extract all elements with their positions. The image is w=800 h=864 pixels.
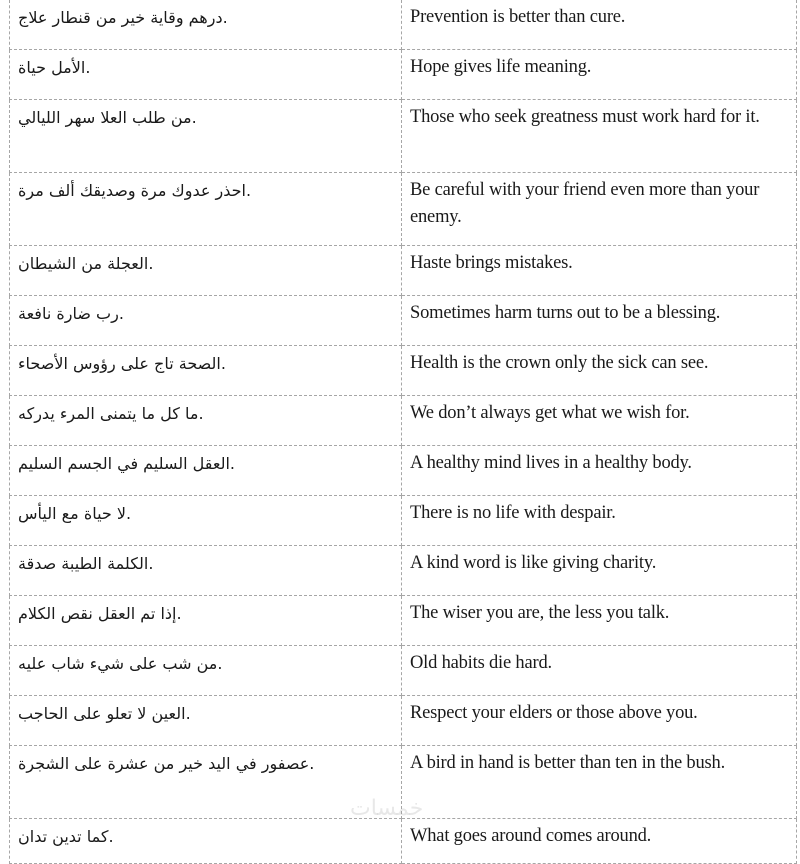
table-row	[10, 546, 797, 596]
arabic-proverb-text: كما تدين تدان.	[18, 827, 114, 846]
english-proverb-cell: Haste brings mistakes.	[402, 246, 797, 296]
table-row	[10, 446, 797, 496]
table-row	[10, 646, 797, 696]
arabic-proverb-cell	[10, 646, 402, 696]
table-row	[10, 100, 797, 173]
arabic-proverb-text: درهم وقاية خير من قنطار علاج.	[18, 8, 228, 27]
english-proverb-cell: Hope gives life meaning.	[402, 50, 797, 100]
table-row	[10, 819, 797, 864]
english-proverb-cell: The wiser you are, the less you talk.	[402, 596, 797, 646]
arabic-proverb-cell	[10, 696, 402, 746]
english-proverb-cell: A bird in hand is better than ten in the bush.	[402, 746, 797, 819]
arabic-proverb-cell	[10, 596, 402, 646]
table-row	[10, 746, 797, 819]
english-proverb-cell: Those who seek greatness must work hard for it.	[402, 100, 797, 173]
arabic-proverb-cell	[10, 446, 402, 496]
english-proverb-cell: Sometimes harm turns out to be a blessing.	[402, 296, 797, 346]
table-row	[10, 0, 797, 50]
arabic-proverb-text: إذا تم العقل نقص الكلام.	[18, 604, 182, 623]
arabic-proverb-cell	[10, 100, 402, 173]
english-proverb-cell: Be careful with your friend even more than your enemy.	[402, 173, 797, 246]
arabic-proverb-cell	[10, 50, 402, 100]
table-row	[10, 596, 797, 646]
english-proverb-cell: A kind word is like giving charity.	[402, 546, 797, 596]
table-row	[10, 496, 797, 546]
english-proverb-cell: A healthy mind lives in a healthy body.	[402, 446, 797, 496]
arabic-proverb-text: الأمل حياة.	[18, 58, 91, 77]
arabic-proverb-text: من طلب العلا سهر الليالي.	[18, 108, 197, 127]
arabic-proverb-text: ما كل ما يتمنى المرء يدركه.	[18, 404, 204, 423]
arabic-proverb-cell	[10, 746, 402, 819]
table-row	[10, 296, 797, 346]
arabic-proverb-text: لا حياة مع اليأس.	[18, 504, 132, 523]
arabic-proverb-text: من شب على شيء شاب عليه.	[18, 654, 223, 673]
arabic-proverb-text: عصفور في اليد خير من عشرة على الشجرة.	[18, 754, 315, 773]
table-row	[10, 173, 797, 246]
english-proverb-cell: Health is the crown only the sick can see.	[402, 346, 797, 396]
arabic-proverb-text: العقل السليم في الجسم السليم.	[18, 454, 235, 473]
arabic-proverb-cell	[10, 296, 402, 346]
arabic-proverb-cell	[10, 0, 402, 50]
arabic-proverb-cell	[10, 496, 402, 546]
english-proverb-cell: We don’t always get what we wish for.	[402, 396, 797, 446]
watermark: خمسات	[350, 796, 424, 821]
english-proverb-cell: Prevention is better than cure.	[402, 0, 797, 50]
table-row	[10, 50, 797, 100]
english-proverb-cell: Respect your elders or those above you.	[402, 696, 797, 746]
arabic-proverb-text: العين لا تعلو على الحاجب.	[18, 704, 191, 723]
arabic-proverb-cell	[10, 246, 402, 296]
arabic-proverb-cell	[10, 819, 402, 864]
english-proverb-cell: Old habits die hard.	[402, 646, 797, 696]
arabic-proverb-cell	[10, 546, 402, 596]
arabic-proverb-text: الكلمة الطيبة صدقة.	[18, 554, 154, 573]
arabic-proverb-text: رب ضارة نافعة.	[18, 304, 124, 323]
table-row	[10, 346, 797, 396]
table-row	[10, 246, 797, 296]
arabic-proverb-text: العجلة من الشيطان.	[18, 254, 154, 273]
arabic-proverb-text: الصحة تاج على رؤوس الأصحاء.	[18, 354, 226, 373]
proverbs-table	[9, 0, 797, 864]
table-row	[10, 696, 797, 746]
table-row	[10, 396, 797, 446]
arabic-proverb-cell	[10, 173, 402, 246]
english-proverb-cell: What goes around comes around.	[402, 819, 797, 864]
arabic-proverb-cell	[10, 396, 402, 446]
arabic-proverb-text: احذر عدوك مرة وصديقك ألف مرة.	[18, 181, 252, 200]
english-proverb-cell: There is no life with despair.	[402, 496, 797, 546]
arabic-proverb-cell	[10, 346, 402, 396]
